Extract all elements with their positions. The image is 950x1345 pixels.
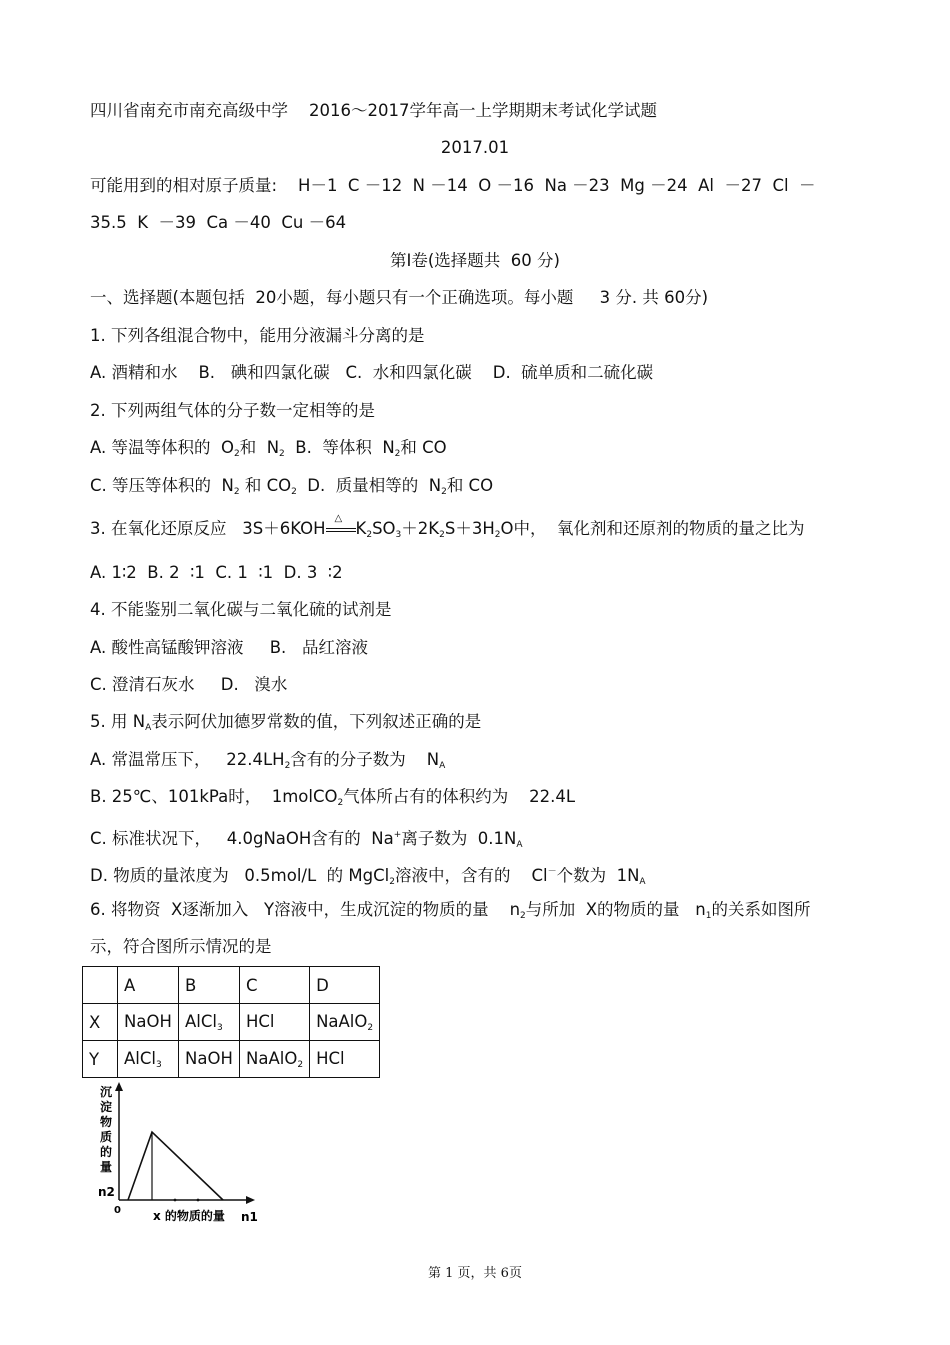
q6-option-table <box>82 966 380 1078</box>
graph-y-label <box>98 1084 115 1199</box>
q2-options-cd: C. 等压等体积的 $N_2$ 和 $CO_2$ D. 质量相等的 $N_2$和 CO <box>90 476 494 497</box>
table-cell: C <box>240 967 310 1004</box>
page-footer: 第 1 页，共 6页 <box>428 1266 522 1281</box>
q4-options-cd: C. 澄清石灰水 D. 溴水 <box>90 675 288 694</box>
x-tick-dot <box>174 1199 177 1202</box>
table-cell: NaAlO$_2$ <box>310 1004 380 1041</box>
exam-date: 2017.01 <box>440 138 510 157</box>
y-label-n2: n2 <box>98 1185 115 1199</box>
section-title: 第Ⅰ卷(选择题共 60 分) <box>390 251 560 270</box>
table-cell: AlCl$_3$ <box>179 1004 240 1041</box>
table-cell: HCl <box>240 1004 310 1041</box>
origin-label: 0 <box>114 1205 121 1216</box>
y-label-char: 沉 <box>100 1085 113 1099</box>
table-cell: A <box>118 967 179 1004</box>
q3-options: A. 1∶2 B. 2 ∶1 C. 1 ∶1 D. 3 ∶2 <box>90 563 343 582</box>
y-axis-arrow <box>115 1082 123 1091</box>
atomic-mass-line-1: 可能用到的相对原子质量: H－1 C －12 N －14 O －16 Na －23 Mg －24 Al －27 Cl － <box>90 176 816 195</box>
q2-stem: 2. 下列两组气体的分子数一定相等的是 <box>90 401 375 420</box>
x-label-n1: n1 <box>241 1210 258 1224</box>
x-axis-arrow <box>246 1196 255 1204</box>
q4-stem: 4. 不能鉴别二氧化碳与二氧化硫的试剂是 <box>90 600 392 619</box>
table-cell: NaAlO$_2$ <box>240 1041 310 1078</box>
q5-stem: 5. 用 $N_A$表示阿伏加德罗常数的值，下列叙述正确的是 <box>90 712 482 733</box>
q5-option-a: A. 常温常压下， $22.4LH_2$含有的分子数为 $N_A$ <box>90 750 446 771</box>
q1-options: A. 酒精和水 B. 碘和四氯化碳 C. 水和四氯化碳 D. 硫单质和二硫化碳 <box>90 363 654 382</box>
q3-stem: 3. 在氧化还原反应 3S＋6KOH △ $K_2SO_3+2K_2S+3H_2O$中， 氧化剂和还原剂的物质的量之比为 <box>90 512 805 540</box>
table-cell: B <box>179 967 240 1004</box>
q5-option-b: B. 25℃、101kPa时， 1molCO$_2$气体所占有的体积约为 22.4L <box>90 787 576 808</box>
table-cell <box>83 967 118 1004</box>
table-cell: NaOH <box>179 1041 240 1078</box>
q6-stem-line-2: 示，符合图所示情况的是 <box>90 937 272 956</box>
y-label-char: 量 <box>100 1160 113 1174</box>
table-cell: D <box>310 967 380 1004</box>
table-cell: X <box>83 1004 118 1041</box>
q4-options-ab: A. 酸性高锰酸钾溶液 B. 品红溶液 <box>90 638 369 657</box>
table-cell: HCl <box>310 1041 380 1078</box>
x-tick-dot <box>197 1199 200 1202</box>
table-row <box>83 967 380 1004</box>
section-intro: 一、选择题(本题包括 20小题，每小题只有一个正确选项。每小题 3 分. 共 60分) <box>90 288 709 307</box>
q2-options-ab: A. 等温等体积的 $O_2$和 $N_2$ B. 等体积 $N_2$和 CO <box>90 438 447 459</box>
exam-title: 四川省南充市南充高级中学 2016～2017学年高一上学期期末考试化学试题 <box>90 101 657 120</box>
y-label-char: 物 <box>100 1115 113 1129</box>
table-row <box>83 1004 380 1041</box>
table-cell: NaOH <box>118 1004 179 1041</box>
q6-stem-line-1: 6. 将物资 X逐渐加入 Y溶液中，生成沉淀的物质的量 $n_2$与所加 X的物质的量 $n_1$的关系如图所 <box>90 900 811 921</box>
y-label-char: 淀 <box>100 1100 113 1114</box>
q5-option-d: D. 物质的量浓度为 0.5mol/L 的 MgCl$_2$溶液中，含有的 Cl－个数为 $1N_A$ <box>90 866 646 887</box>
y-label-char: 的 <box>100 1145 113 1159</box>
q6-graph <box>95 1082 275 1227</box>
q1-stem: 1. 下列各组混合物中，能用分液漏斗分离的是 <box>90 326 425 345</box>
q5-option-c: C. 标准状况下， 4.0gNaOH含有的 Na+离子数为 $0.1N_A$ <box>90 829 523 850</box>
y-label-char: 质 <box>100 1130 113 1144</box>
table-cell: AlCl$_3$ <box>118 1041 179 1078</box>
table-row <box>83 1041 380 1078</box>
heating-arrow: △ <box>326 523 356 537</box>
table-cell: Y <box>83 1041 118 1078</box>
x-label: x 的物质的量 <box>153 1209 225 1223</box>
atomic-mass-line-2: 35.5 K －39 Ca －40 Cu －64 <box>90 213 347 232</box>
curve-line <box>128 1132 223 1200</box>
